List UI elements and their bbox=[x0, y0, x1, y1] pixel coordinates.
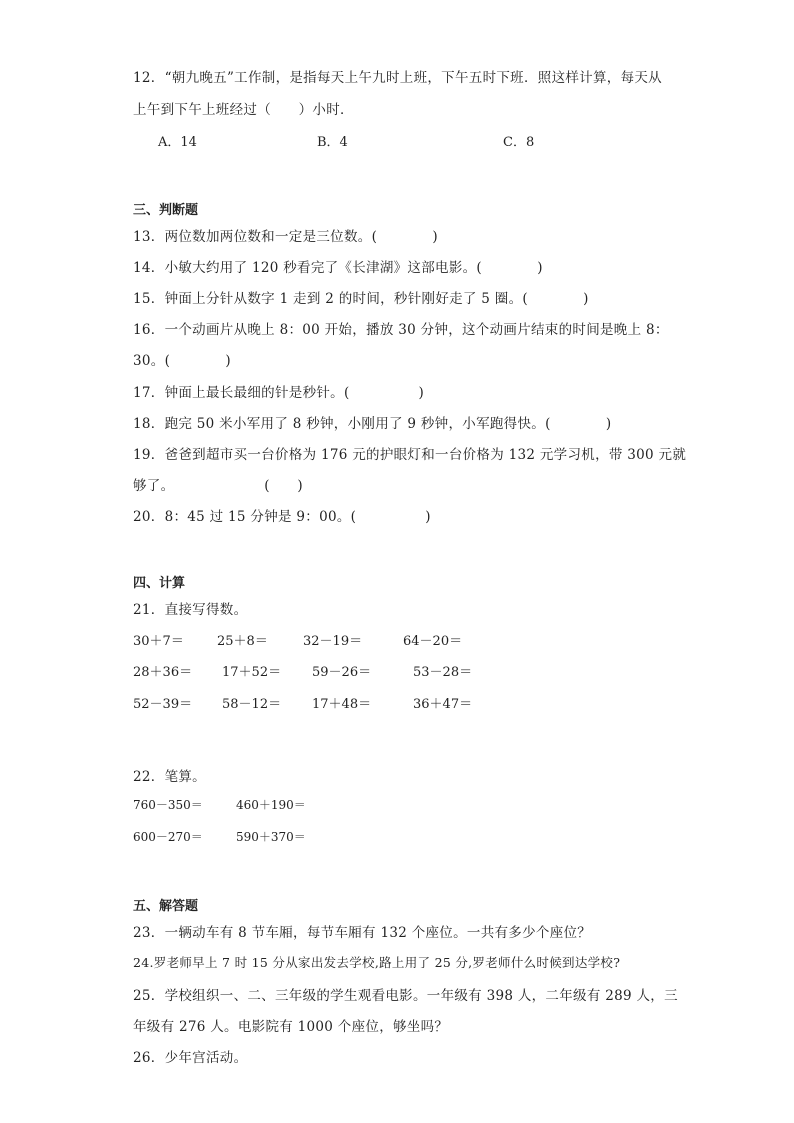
q21-item: 53－28＝ bbox=[413, 665, 473, 680]
q18: 18．跑完 50 米小军用了 8 秒钟，小刚用了 9 秒钟，小军跑得快。( ) bbox=[133, 416, 612, 432]
q12-option-b: B．4 bbox=[317, 135, 348, 150]
q24: 24.罗老师早上 7 时 15 分从家出发去学校,路上用了 25 分,罗老师什么时候到达学校? bbox=[133, 955, 621, 970]
q23: 23．一辆动车有 8 节车厢，每节车厢有 132 个座位。一共有多少个座位？ bbox=[133, 925, 592, 941]
q26: 26．少年宫活动。 bbox=[133, 1050, 248, 1066]
q21-item: 58－12＝ bbox=[222, 697, 282, 712]
q21-item: 30＋7＝ bbox=[133, 634, 184, 649]
q16-line1: 16．一个动画片从晚上 8：00 开始，播放 30 分钟，这个动画片结束的时间是晚上 8： bbox=[133, 322, 669, 338]
q22-item: 760－350＝ bbox=[133, 798, 203, 812]
section5-title: 五、解答题 bbox=[133, 899, 199, 914]
q21-item: 28＋36＝ bbox=[133, 665, 193, 680]
q17: 17．钟面上最长最细的针是秒针。( ) bbox=[133, 385, 425, 401]
q21-item: 59－26＝ bbox=[312, 665, 372, 680]
q21-item: 17＋48＝ bbox=[312, 697, 372, 712]
q19-line1: 19．爸爸到超市买一台价格为 176 元的护眼灯和一台价格为 132 元学习机，带 300 元就 bbox=[133, 447, 687, 463]
q21-item: 64－20＝ bbox=[403, 634, 463, 649]
section4-title: 四、计算 bbox=[133, 576, 186, 591]
q21-item: 32－19＝ bbox=[303, 634, 363, 649]
q22-item: 600－270＝ bbox=[133, 830, 203, 844]
q16-line2: 30。( ) bbox=[133, 353, 231, 369]
q22-label: 22．笔算。 bbox=[133, 769, 206, 785]
q13: 13．两位数加两位数和一定是三位数。( ) bbox=[133, 229, 438, 245]
q21-label: 21．直接写得数。 bbox=[133, 602, 248, 618]
section3-title: 三、判断题 bbox=[133, 203, 199, 218]
q12-line1: 12．“朝九晚五”工作制，是指每天上午九时上班，下午五时下班．照这样计算，每天从 bbox=[133, 70, 662, 86]
q20: 20．8：45 过 15 分钟是 9：00。( ) bbox=[133, 509, 431, 525]
q21-item: 17＋52＝ bbox=[222, 665, 282, 680]
q22-item: 460＋190＝ bbox=[236, 798, 306, 812]
q21-item: 25＋8＝ bbox=[217, 634, 268, 649]
q21-item: 52－39＝ bbox=[133, 697, 193, 712]
q25-line2: 年级有 276 人。电影院有 1000 个座位，够坐吗？ bbox=[133, 1019, 449, 1035]
q19-line2: 够了。 ( ) bbox=[133, 478, 303, 494]
q14: 14．小敏大约用了 120 秒看完了《长津湖》这部电影。( ) bbox=[133, 260, 543, 276]
q12-line2: 上午到下午上班经过（ ）小时． bbox=[133, 102, 354, 118]
q25-line1: 25．学校组织一、二、三年级的学生观看电影。一年级有 398 人，二年级有 289 人，三 bbox=[133, 988, 678, 1004]
q15: 15．钟面上分针从数字 1 走到 2 的时间，秒针刚好走了 5 圈。( ) bbox=[133, 291, 589, 307]
q12-option-a: A．14 bbox=[158, 135, 197, 150]
q22-item: 590＋370＝ bbox=[236, 830, 306, 844]
q21-item: 36＋47＝ bbox=[413, 697, 473, 712]
q12-option-c: C．8 bbox=[503, 135, 535, 150]
